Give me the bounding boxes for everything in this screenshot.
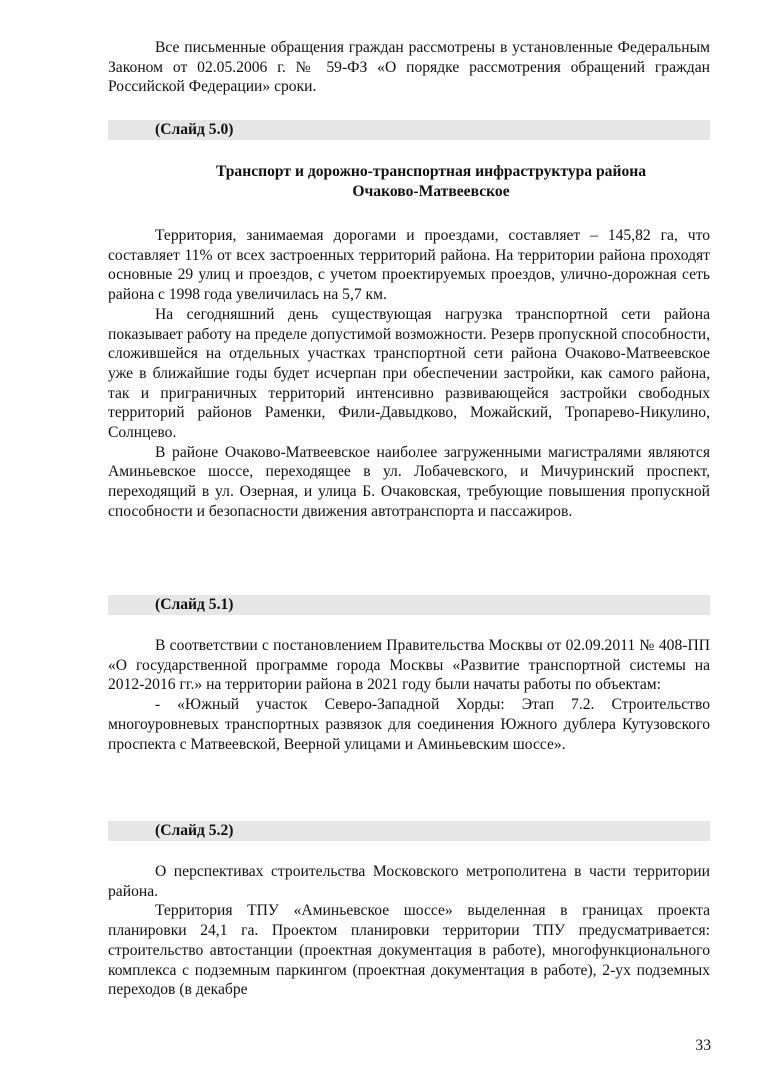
slide-label-text: (Слайд 5.2)	[155, 822, 234, 839]
section-heading	[108, 162, 754, 202]
metro-block	[108, 862, 710, 1000]
transport-block	[108, 226, 710, 522]
section-heading-line1: Транспорт и дорожно-транспортная инфраструктура района	[215, 163, 647, 180]
paragraph-load: На сегодняшний день существующая нагрузка транспортной сети района показывает работу на пределе допустимой возможности. Резерв пропускной способности, сложившейся на отдельных участках транспортной сети района Очаково-Матвеевское уже в ближайшие годы будет исчерпан при обеспечении застройки, как самого района, так и приграничных территорий интенсивно развивающейся застройки свободных территорий районов Раменки, Фили-Давыдково, Можайский, Тропарево-Никулино, Солнцево.	[108, 305, 710, 442]
section-heading-line2: Очаково-Матвеевское	[352, 183, 510, 200]
slide-label-5-2	[108, 821, 710, 841]
slide-label-text: (Слайд 5.1)	[155, 596, 234, 613]
paragraph-resolution: В соответствии с постановлением Правительства Москвы от 02.09.2011 № 408-ПП «О государственной программе города Москвы «Развитие транспортной системы на 2012-2016 гг.» на территории района в 2021 году были начаты работы по объектам:	[108, 637, 710, 694]
paragraph-territory: Территория, занимаемая дорогами и проездами, составляет – 145,82 га, что составляет 11% от всех застроенных территорий района. На территории района проходят основные 29 улиц и проездов, с учетом проектируемых проездов, улично-дорожная сеть района с 1998 года увеличилась на 5,7 км.	[108, 227, 710, 304]
slide-label-text: (Слайд 5.0)	[155, 121, 234, 138]
slide-label-5-0	[108, 120, 710, 140]
intro-paragraph: Все письменные обращения граждан рассмотрены в установленные Федеральным Законом от 02.05.2006 г. № 59-ФЗ «О порядке рассмотрения обращений граждан Российской Федерации» сроки.	[108, 39, 710, 96]
paragraph-object-item: - «Южный участок Северо-Западной Хорды: Этап 7.2. Строительство многоуровневых транспортных развязок для соединения Южного дублера Кутузовского проспекта с Матвеевской, Веерной улицами и Аминьевским шоссе».	[108, 696, 710, 753]
paragraph-metro: О перспективах строительства Московского метрополитена в части территории района.	[108, 863, 710, 900]
intro-block	[108, 38, 710, 97]
paragraph-tpu: Территория ТПУ «Аминьевское шоссе» выделенная в границах проекта планировки 24,1 га. Проектом планировки территории ТПУ предусматривается: строительство автостанции (проектная документация в работе), многофункционального комплекса с подземным паркингом (проектная документация в работе), 2-ух подземных переходов (в декабре	[108, 902, 710, 999]
slide-label-5-1	[108, 595, 710, 615]
program-block	[108, 636, 710, 754]
page-number: 33	[695, 1037, 711, 1054]
paragraph-highways: В районе Очаково-Матвеевское наиболее загруженными магистралями являются Аминьевское шоссе, переходящее в ул. Лобачевского, и Мичуринский проспект, переходящий в ул. Озерная, и улица Б. Очаковская, требующие повышения пропускной способности и безопасности движения автотранспорта и пассажиров.	[108, 443, 710, 520]
